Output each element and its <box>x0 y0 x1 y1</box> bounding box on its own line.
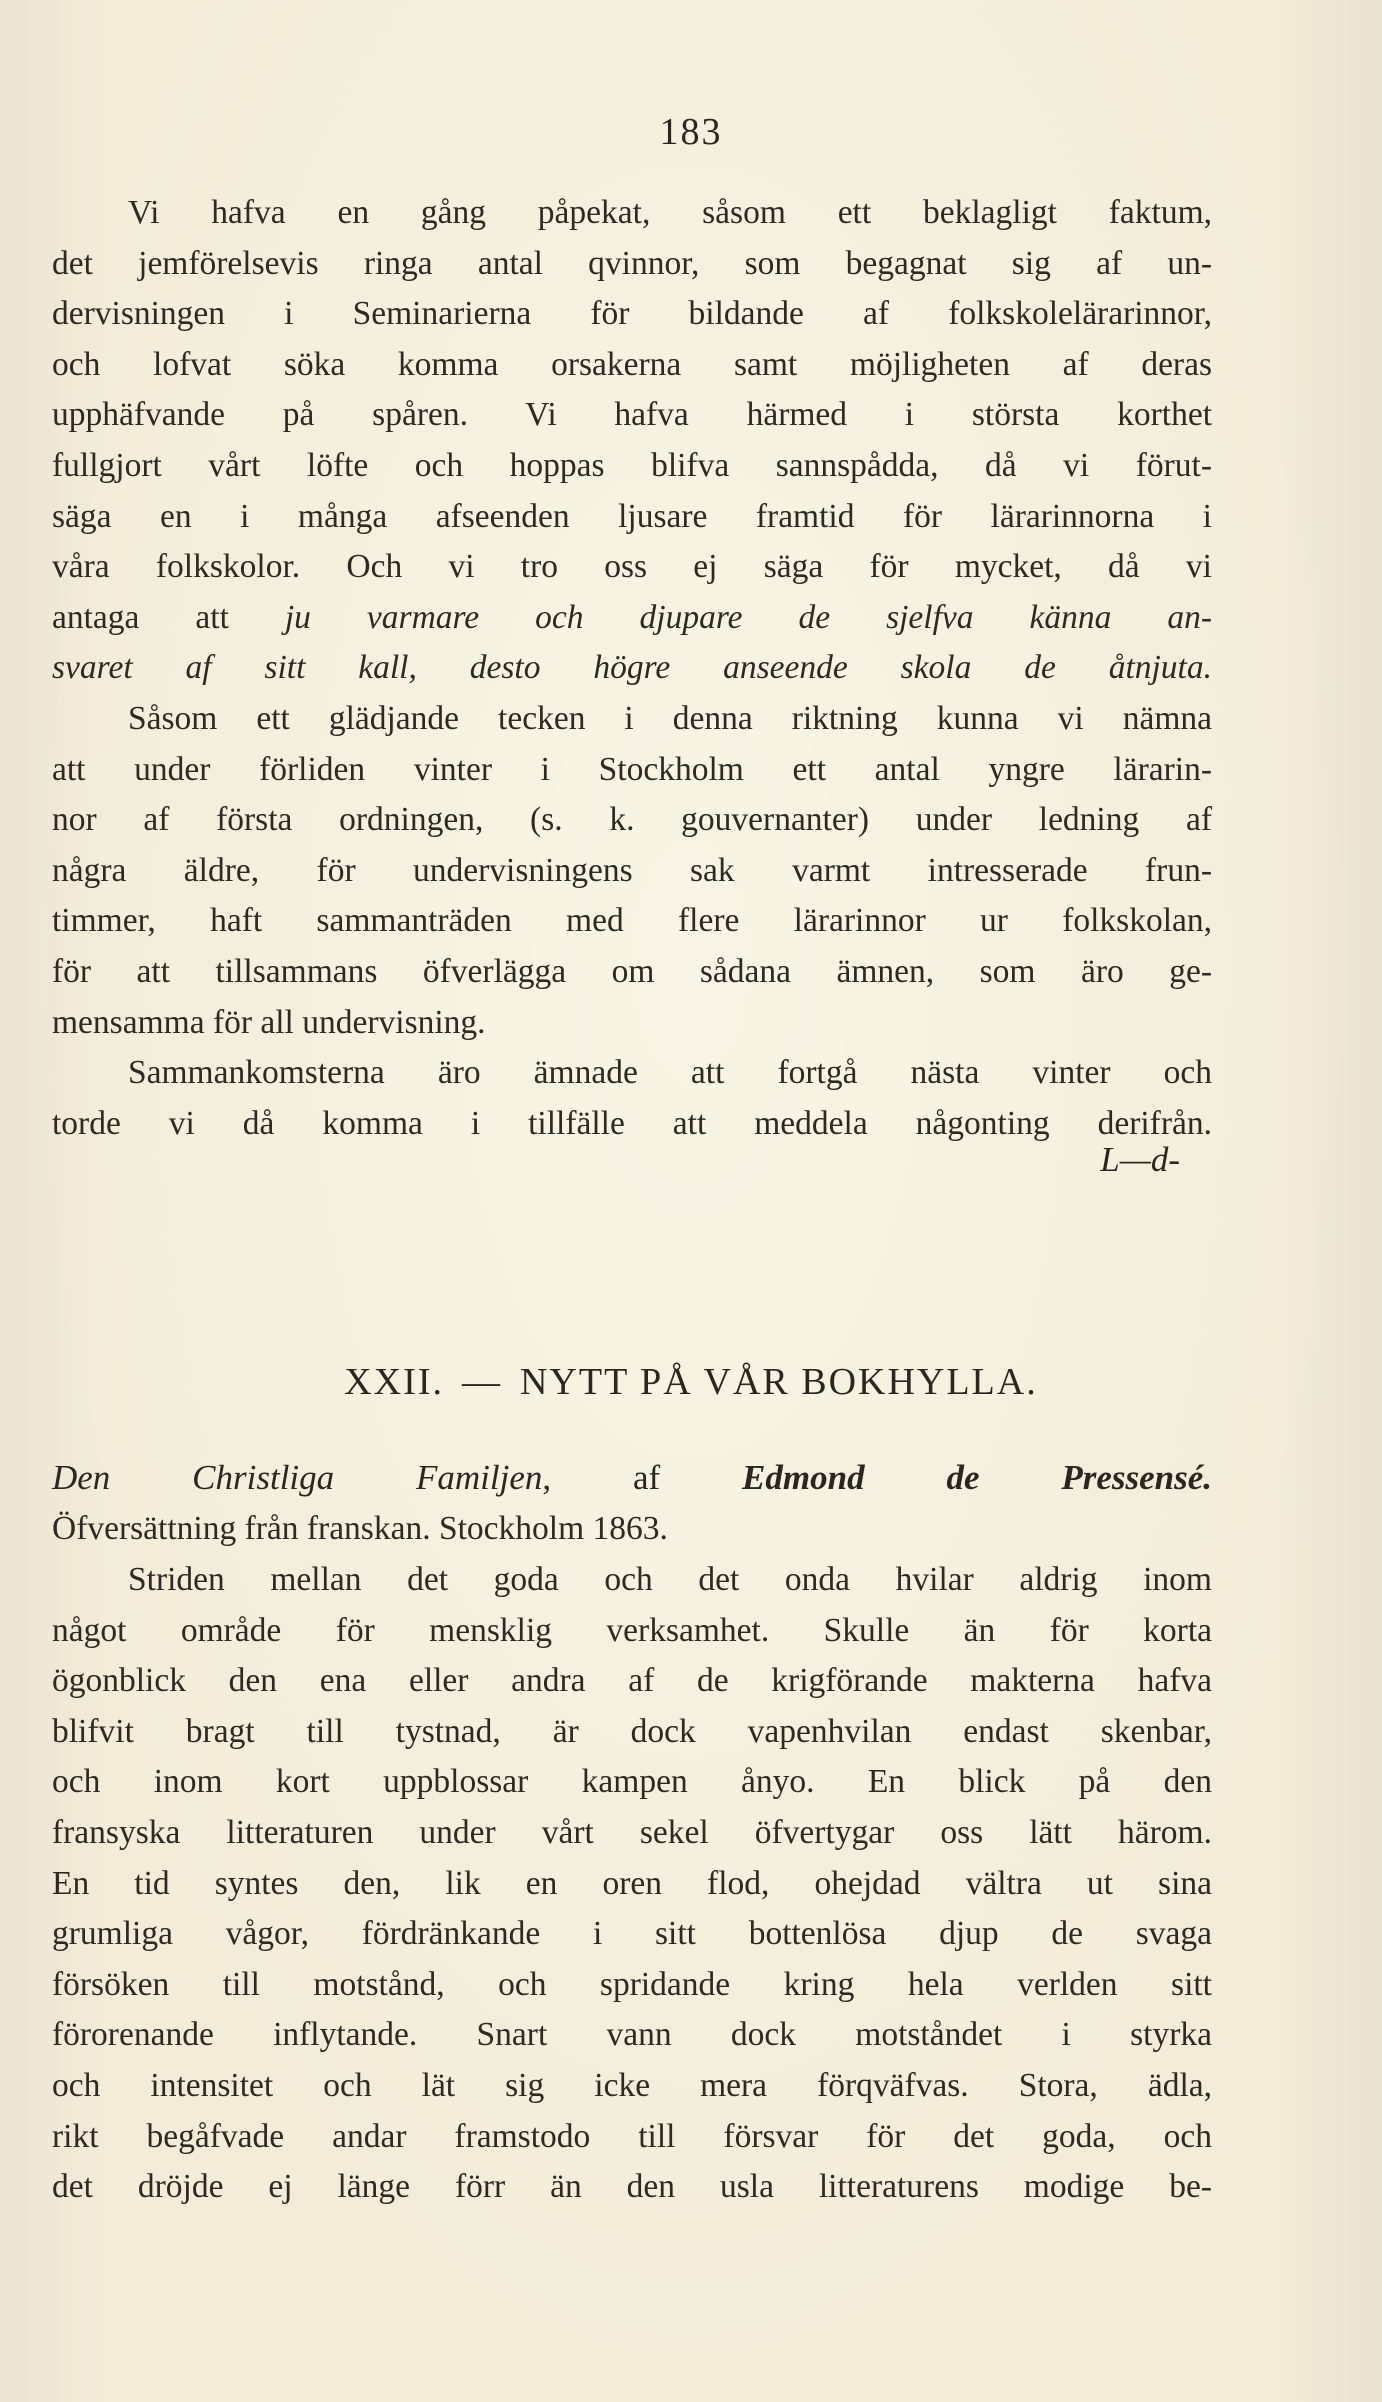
text-line: nor af första ordningen, (s. k. gouvernanter) under ledning af <box>52 801 1212 839</box>
text-line: det dröjde ej länge förr än den usla litteraturens modige be- <box>52 2168 1212 2206</box>
text-line: blifvit bragt till tystnad, är dock vapenhvilan endast skenbar, <box>52 1712 1212 1750</box>
section-heading <box>0 1360 1382 1404</box>
text-line: försöken till motstånd, och spridande kring hela verlden sitt <box>52 1965 1212 2003</box>
text-line: rikt begåfvade andar framstodo till försvar för det goda, och <box>52 2117 1212 2155</box>
text-line: grumliga vågor, fördränkande i sitt bottenlösa djup de svaga <box>52 1915 1212 1953</box>
text-line: Striden mellan det goda och det onda hvilar aldrig inom <box>128 1561 1212 1598</box>
text-line: att under förliden vinter i Stockholm ett antal yngre lärarin- <box>52 750 1212 788</box>
text-line: Såsom ett glädjande tecken i denna riktning kunna vi nämna <box>128 699 1212 737</box>
text-line <box>52 643 1212 694</box>
by-word: af <box>632 1458 661 1497</box>
text-line: fullgjort vårt löfte och hoppas blifva sannspådda, då vi förut- <box>52 446 1212 484</box>
text-line: något område för mensklig verksamhet. Skulle än för korta <box>52 1611 1212 1649</box>
section-dash: — <box>461 1361 502 1403</box>
author-signature: L—d- <box>1100 1140 1180 1179</box>
book-author: Edmond de Pressensé. <box>742 1458 1213 1497</box>
text-line: och inom kort uppblossar kampen ånyo. En blick på den <box>52 1763 1212 1801</box>
text-line: Vi hafva en gång påpekat, såsom ett beklagligt faktum, <box>128 194 1212 231</box>
text-line: upphäfvande på spåren. Vi hafva härmed i största korthet <box>52 396 1212 434</box>
text-line: En tid syntes den, lik en oren flod, ohejdad vältra ut sina <box>52 1864 1212 1902</box>
text-line: och lofvat söka komma orsakerna samt möjligheten af deras <box>52 345 1212 383</box>
text-line: mensamma för all undervisning. <box>52 1003 486 1041</box>
book-title-line: Den Christliga Familjen, af Edmond de Pressensé. <box>52 1458 1213 1497</box>
text-line: våra folkskolor. Och vi tro oss ej säga för mycket, då vi <box>52 548 1212 586</box>
text-line: säga en i många afseenden ljusare framtid för lärarinnorna i <box>52 497 1212 535</box>
text-line: några äldre, för undervisningens sak varmt intresserade frun- <box>52 851 1212 889</box>
text-line: torde vi då komma i tillfälle att meddela någonting derifrån. <box>52 1104 1212 1142</box>
italic-emphasis: svaret af sitt kall, desto högre anseende skola de åtnjuta. <box>52 649 1212 687</box>
paragraph-review <box>52 1555 1212 2213</box>
text-line: timmer, haft sammanträden med flere lärarinnor ur folkskolan, <box>52 902 1212 940</box>
book-title: Den Christliga Familjen <box>52 1458 543 1497</box>
italic-emphasis: ju varmare och djupare de sjelfva känna an- <box>284 598 1213 636</box>
text-line: Öfversättning från franskan. Stockholm 1863. <box>52 1510 668 1547</box>
page-number: 183 <box>659 111 723 153</box>
publication-info <box>52 1504 1212 1555</box>
text-line: för att tillsammans öfverlägga om sådana ämnen, som äro ge- <box>52 952 1212 990</box>
section-number: XXII. <box>344 1361 444 1403</box>
section-title: NYTT PÅ VÅR BOKHYLLA. <box>519 1361 1038 1403</box>
text-line: Sammankomsterna äro ämnade att fortgå nästa vinter och <box>128 1054 1212 1092</box>
text-line: ögonblick den ena eller andra af de krigförande makterna hafva <box>52 1662 1212 1700</box>
text-line: fransyska litteraturen under vårt sekel öfvertygar oss lätt härom. <box>52 1813 1212 1851</box>
text-line: dervisningen i Seminarierna för bildande af folkskolelärarinnor, <box>52 295 1212 333</box>
text-line: förorenande inflytande. Snart vann dock motståndet i styrka <box>52 2016 1212 2054</box>
text-line: och intensitet och lät sig icke mera förqväfvas. Stora, ädla, <box>52 2066 1212 2104</box>
paragraph-first <box>52 188 1212 1149</box>
text-line: det jemförelsevis ringa antal qvinnor, som begagnat sig af un- <box>52 244 1212 282</box>
text-line: antaga att ju varmare och djupare de sjelfva känna an- <box>52 598 1213 636</box>
